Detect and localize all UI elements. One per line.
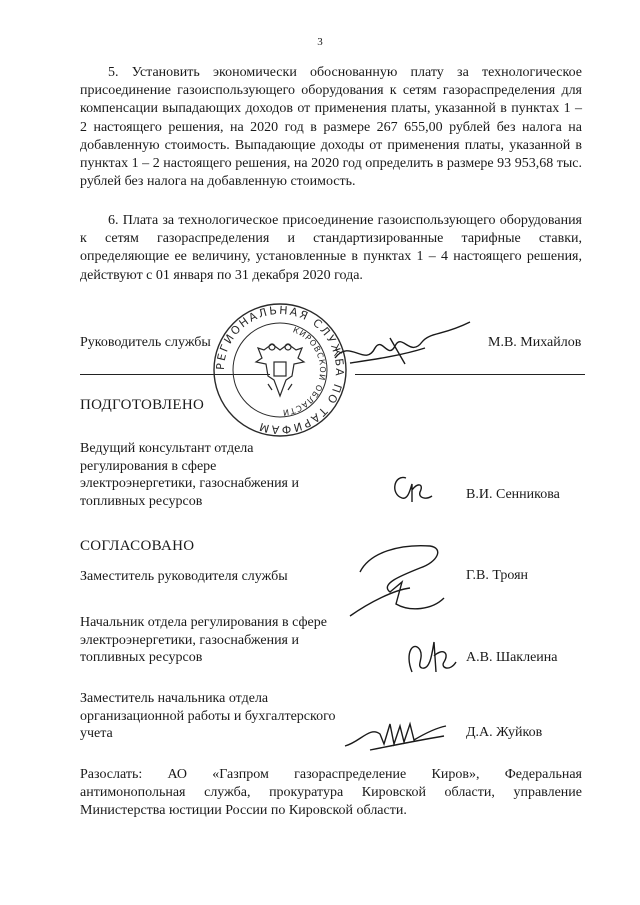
agreed-name-3: Д.А. Жуйков xyxy=(466,725,543,740)
paragraph-5: 5. Установить экономически обоснованную плату за технологическое присоединение газоиспользующего оборудования к сетям газораспределения для компенсации выпадающих доходов от применения платы, указанной в пунктах 1 – 2 настоящего решения, на 2020 год в размере 267 655,00 рублей без налога на добавленную стоимость. Выпадающие доходы от применения платы, указанной в пунктах 1 – 2 настоящего решения, на 2020 год определить в размере 93 953,68 тыс. рублей без налога на добавленную стоимость. xyxy=(80,65,582,190)
prepared-name: В.И. Сенникова xyxy=(466,487,560,502)
signature-agreed-2 xyxy=(400,632,460,682)
agreed-title-1: Заместитель руководителя службы xyxy=(80,569,288,584)
distribution-list: Разослать: АО «Газпром газораспределение Киров», Федеральная антимонопольная служба, прокуратура Кировской области, управление Министерства юстиции России по Кировской области. xyxy=(80,767,582,819)
agreed-name-1: Г.В. Троян xyxy=(466,568,529,583)
signature-agreed-1 xyxy=(340,532,450,622)
page-number: 3 xyxy=(317,36,323,48)
agreed-heading: СОГЛАСОВАНО xyxy=(80,538,195,554)
prepared-heading: ПОДГОТОВЛЕНО xyxy=(80,397,205,413)
head-name: М.В. Михайлов xyxy=(488,335,582,350)
agreed-name-2: А.В. Шаклеина xyxy=(466,650,558,665)
official-seal xyxy=(210,300,350,440)
paragraph-6: 6. Плата за технологическое присоединение газоиспользующего оборудования к сетям газораспределения и стандартизированные тарифные ставки, определяющие ее величину, установленные в пунктах 1 – 4 настоящего решения, действуют с 01 января по 31 декабря 2020 года. xyxy=(80,213,582,283)
signature-prepared xyxy=(386,470,436,510)
eagle-emblem-icon xyxy=(256,344,304,396)
signature-agreed-3 xyxy=(340,716,450,756)
signature-head xyxy=(330,318,480,378)
head-title: Руководитель службы xyxy=(80,335,211,350)
seal-inner-text: КИРОВСКОЙ ОБЛАСТИ xyxy=(281,325,328,418)
agreed-title-2: Начальник отдела регулирования в сфере электроэнергетики, газоснабжения и топливных ресурсов xyxy=(80,615,327,665)
seal-outer-text: РЕГИОНАЛЬНАЯ СЛУЖБА ПО ТАРИФАМ xyxy=(213,303,347,437)
agreed-title-3: Заместитель начальника отдела организационной работы и бухгалтерского учета xyxy=(80,691,336,741)
prepared-title: Ведущий консультант отдела регулирования в сфере электроэнергетики, газоснабжения и топливных ресурсов xyxy=(80,441,299,509)
